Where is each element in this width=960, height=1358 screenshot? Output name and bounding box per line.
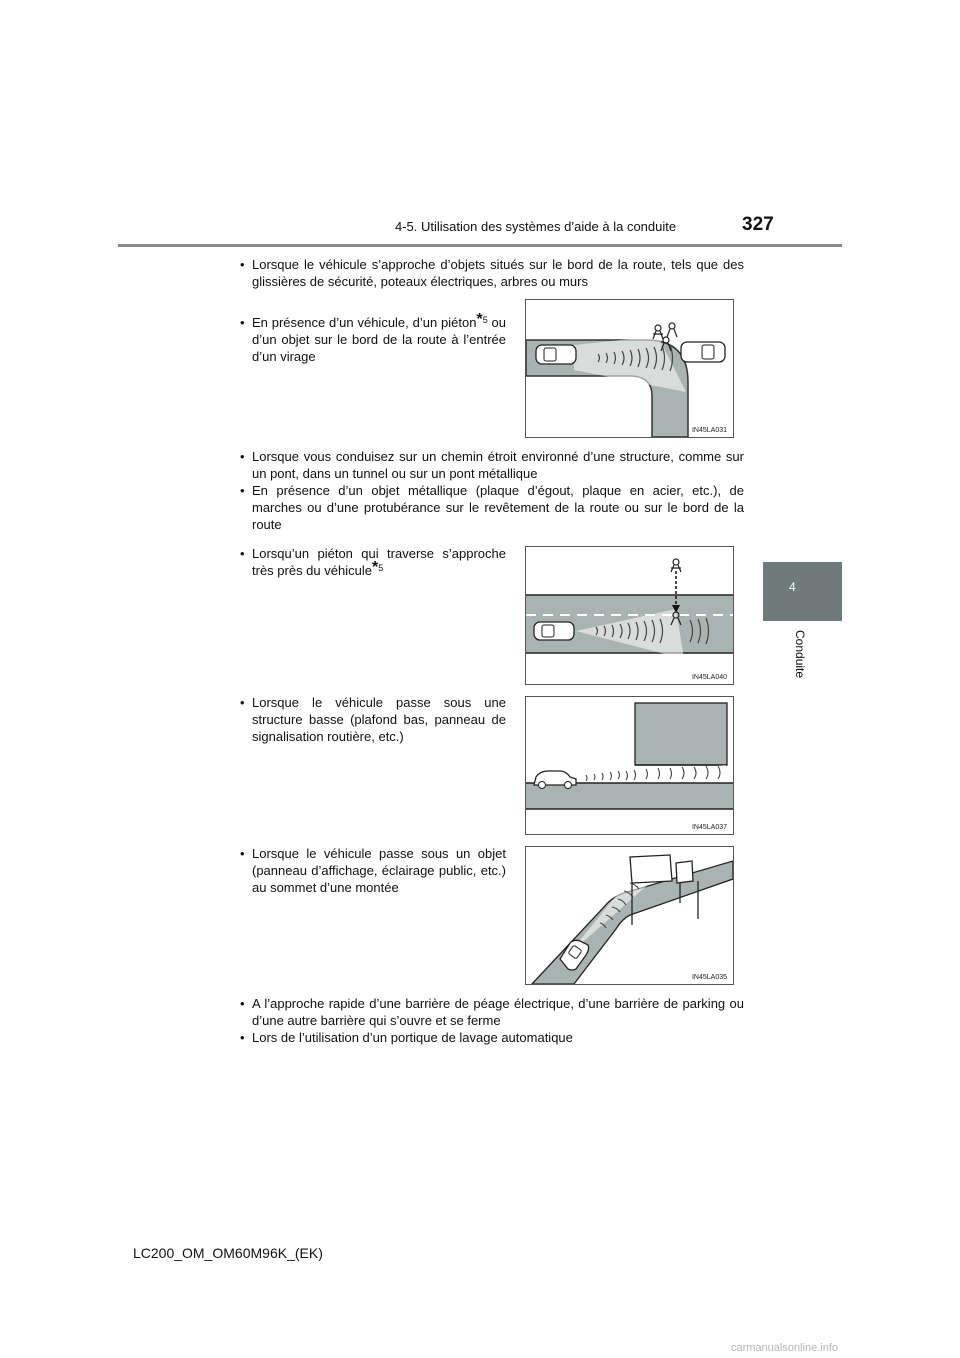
item-text: En présence d’un objet métallique (plaque d’égout, plaque en acier, etc.), de marches ou d’une protubérance sur le revêtement de la route ou sur le bord de la route bbox=[252, 483, 744, 532]
list-item bbox=[240, 448, 744, 482]
item-text: En présence d’un véhicule, d’un piéton bbox=[252, 315, 477, 330]
item-text: Lorsqu’un piéton qui traverse s’approche très près du véhicule bbox=[252, 546, 506, 578]
bullet: • bbox=[240, 546, 245, 561]
item-text: Lorsque le véhicule s’approche d’objets situés sur le bord de la route, tels que des glissières de sécurité, poteaux électriques, arbres ou murs bbox=[252, 257, 744, 289]
chapter-number: 4 bbox=[789, 580, 796, 594]
item-text: ou d’un objet sur le bord de la route à l’entrée d’un virage bbox=[252, 315, 506, 364]
figure-uphill-signboard bbox=[525, 846, 734, 985]
list-item bbox=[240, 845, 506, 896]
footnote-number: 5 bbox=[378, 563, 384, 573]
list-item bbox=[240, 694, 506, 745]
list-item bbox=[240, 995, 744, 1029]
footnote-number: 5 bbox=[482, 315, 488, 325]
bullet: • bbox=[240, 1030, 245, 1045]
chapter-tab[interactable] bbox=[763, 562, 842, 621]
header-rule bbox=[118, 244, 842, 247]
bullet: • bbox=[240, 846, 245, 861]
figure-pedestrian-crossing bbox=[525, 546, 734, 685]
item-text: Lorsque le véhicule passe sous un objet (panneau d’affichage, éclairage public, etc.) au sommet d’une montée bbox=[252, 846, 506, 895]
list-item bbox=[240, 256, 744, 290]
bullet: • bbox=[240, 315, 245, 330]
header-section-title: 4-5. Utilisation des systèmes d’aide à la conduite bbox=[395, 219, 677, 234]
footnote-star: *$^5$ bbox=[476, 311, 488, 328]
bullet: • bbox=[240, 257, 245, 272]
figure-code: IN45LA031 bbox=[691, 427, 727, 434]
list-item bbox=[240, 545, 506, 579]
bullet: • bbox=[240, 695, 245, 710]
footer-document-code: LC200_OM_OM60M96K_(EK) bbox=[133, 1245, 323, 1261]
item-text: Lorsque le véhicule passe sous une structure basse (plafond bas, panneau de signalisation routière, etc.) bbox=[252, 695, 506, 744]
list-item bbox=[240, 1029, 744, 1046]
bullet: • bbox=[240, 449, 245, 464]
item-text: Lors de l’utilisation d’un portique de lavage automatique bbox=[252, 1030, 573, 1045]
figure-low-structure bbox=[525, 696, 734, 835]
figure-code: IN45LA040 bbox=[691, 674, 727, 681]
figure-curve-road bbox=[525, 299, 734, 438]
watermark: carmanualsonline.info bbox=[731, 1342, 839, 1354]
item-text: A l’approche rapide d’une barrière de péage électrique, d’une barrière de parking ou d’une autre barrière qui s’ouvre et se ferme bbox=[252, 996, 744, 1028]
figure-code: IN45LA037 bbox=[691, 824, 727, 831]
list-item bbox=[240, 311, 506, 365]
bullet: • bbox=[240, 483, 245, 498]
footnote-star: *$^5$ bbox=[371, 559, 384, 576]
chapter-label: Conduite bbox=[793, 630, 807, 679]
figure-code: IN45LA035 bbox=[691, 974, 727, 981]
item-text: Lorsque vous conduisez sur un chemin étroit environné d’une structure, comme sur un pont, dans un tunnel ou sur un pont métallique bbox=[252, 449, 744, 481]
bullet: • bbox=[240, 996, 245, 1011]
list-item bbox=[240, 482, 744, 533]
page-number: 327 bbox=[742, 214, 774, 235]
